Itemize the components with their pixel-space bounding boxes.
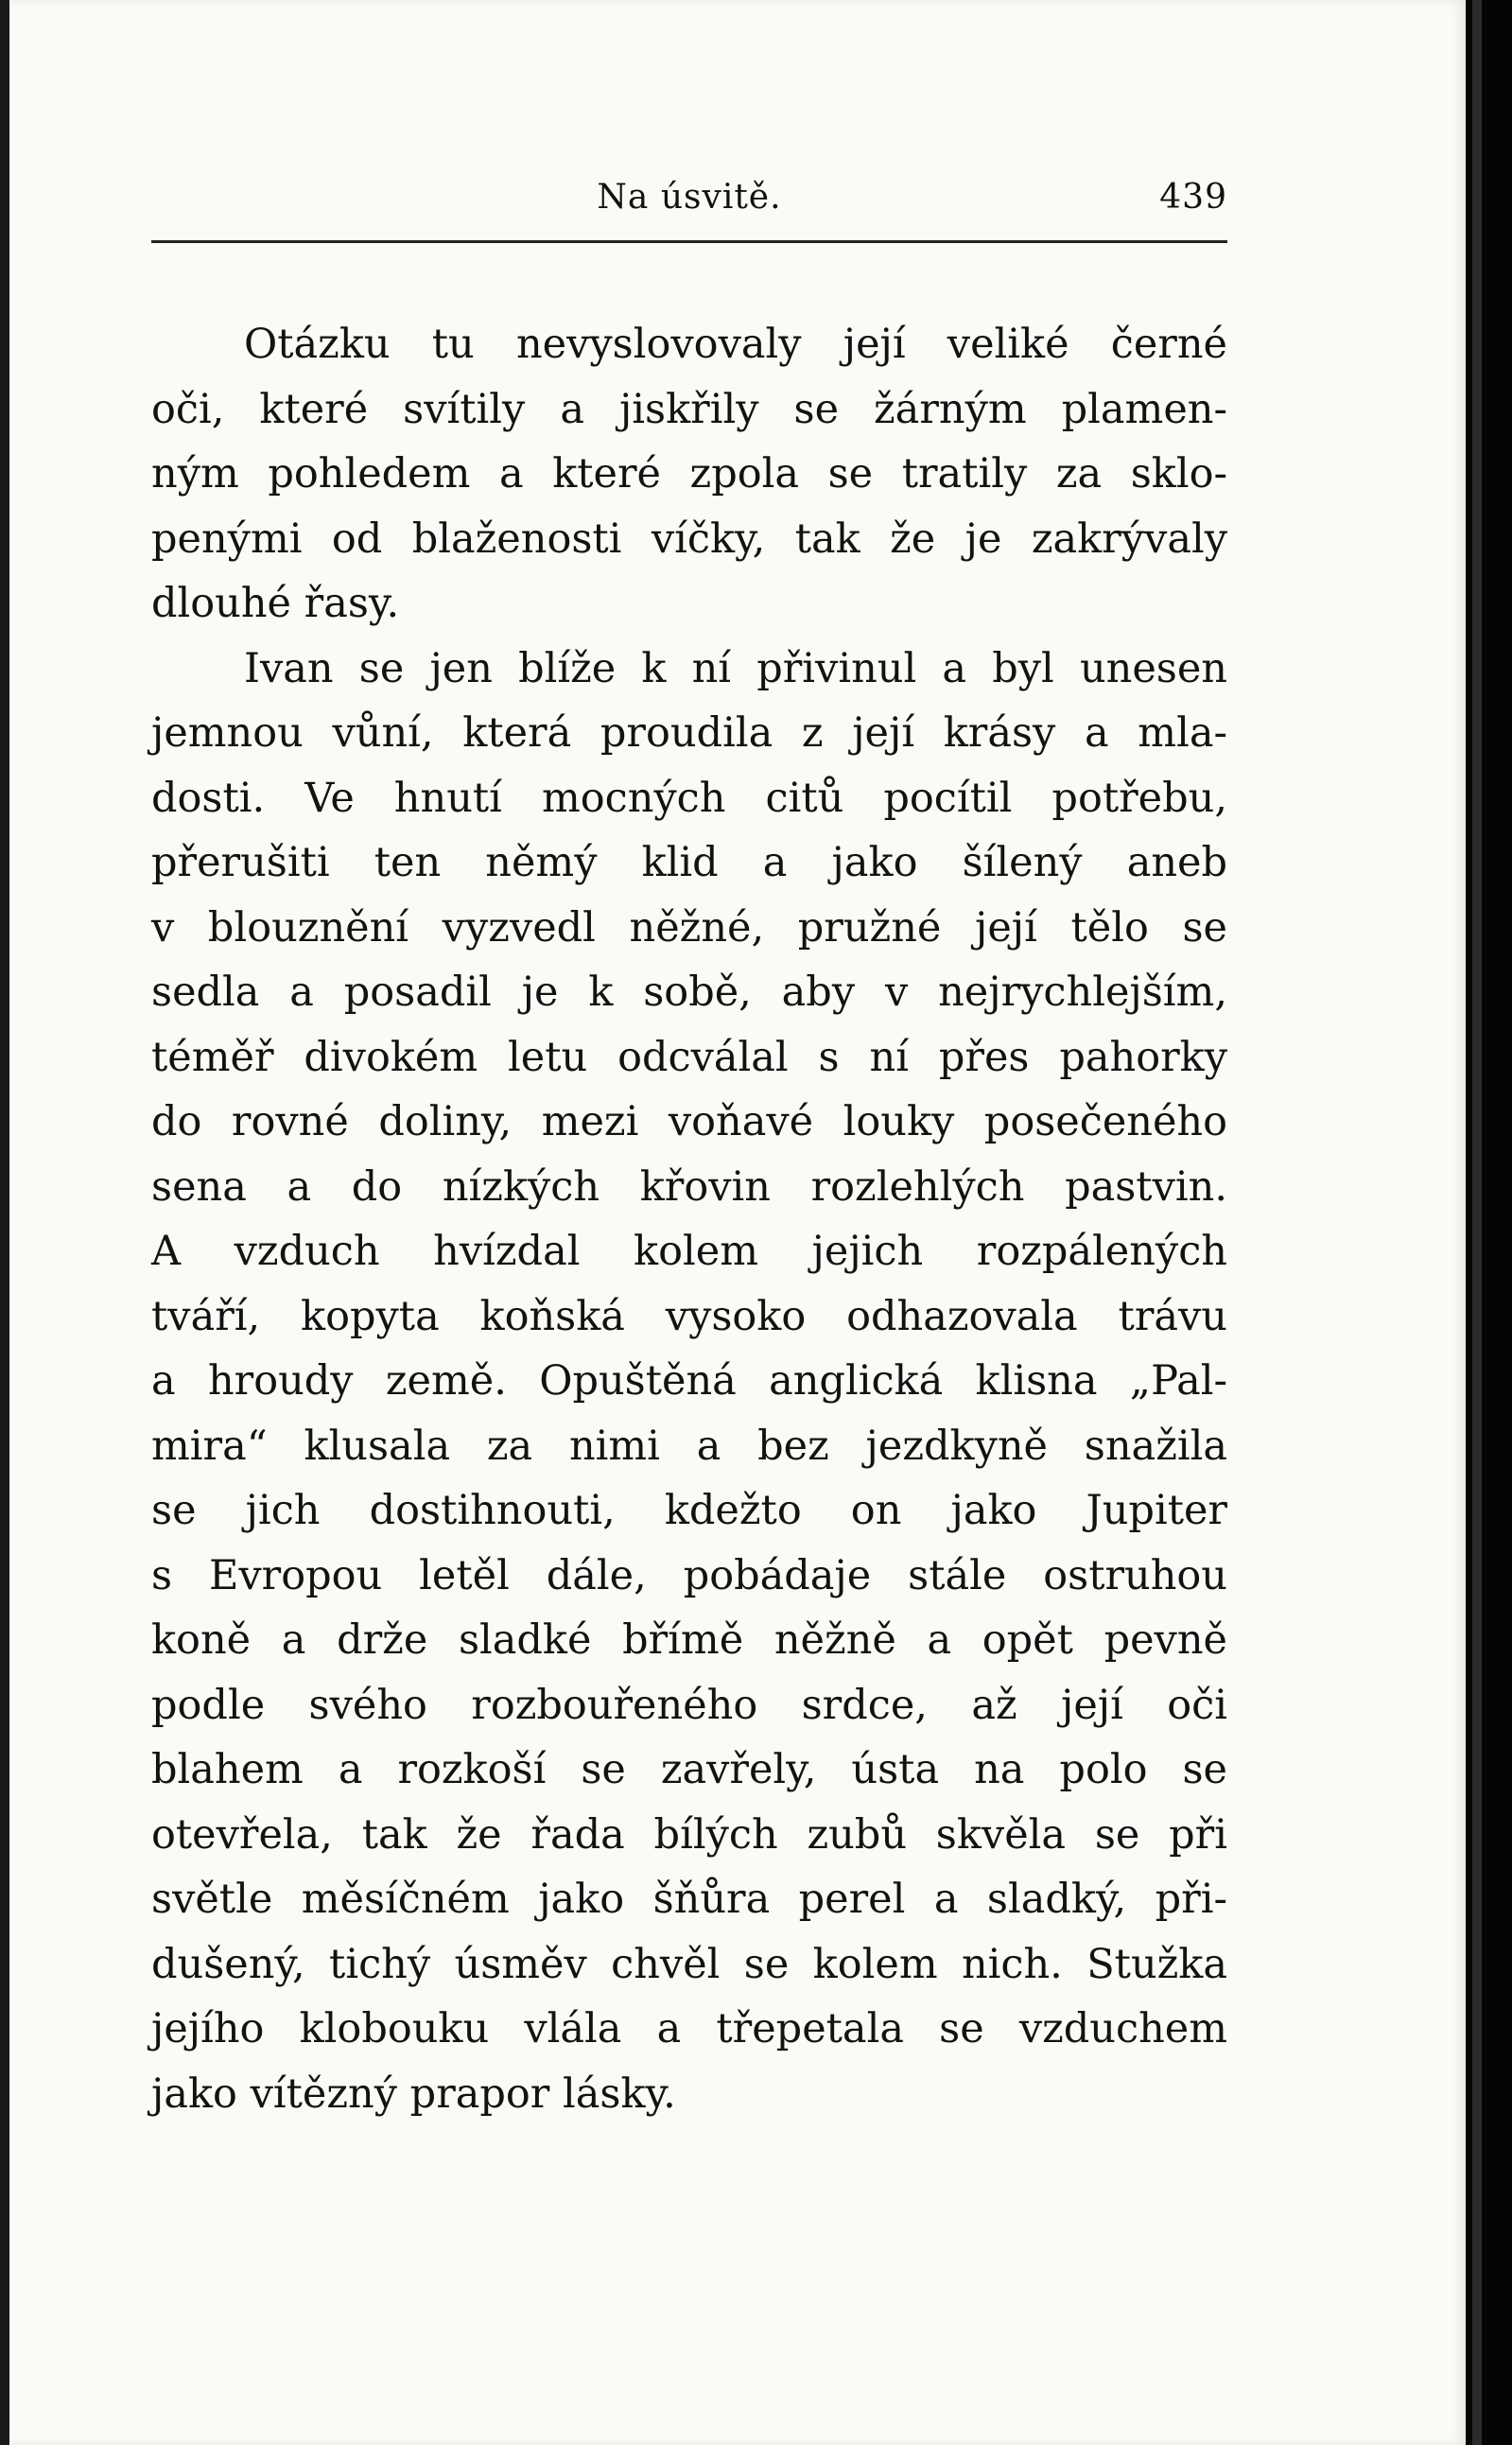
text-line: otevřela, tak že řada bílých zubů skvěla se při bbox=[151, 1810, 1227, 1859]
text-line: do rovné doliny, mezi voňavé louky posečeného bbox=[151, 1098, 1227, 1145]
text-line: blahem a rozkoší se zavřely, ústa na polo se bbox=[151, 1746, 1227, 1793]
text-line: téměř divokém letu odcválal s ní přes pahorky bbox=[151, 1033, 1227, 1081]
text-line: světle měsíčném jako šňůra perel a sladký, při- bbox=[151, 1876, 1227, 1923]
text-line: penými od blaženosti víčky, tak že je zakrývaly bbox=[151, 515, 1227, 563]
page-left-edge bbox=[0, 0, 9, 2445]
header-rule bbox=[151, 240, 1227, 243]
text-line: s Evropou letěl dále, pobádaje stále ostruhou bbox=[151, 1551, 1227, 1599]
text-line: sena a do nízkých křovin rozlehlých pastvin. bbox=[151, 1162, 1227, 1211]
text-line: sedla a posadil je k sobě, aby v nejrychlejším, bbox=[151, 969, 1227, 1016]
text-line: dušený, tichý úsměv chvěl se kolem nich. Stužka bbox=[151, 1940, 1227, 1988]
body-text bbox=[151, 312, 1227, 2126]
paragraph-1 bbox=[151, 312, 1227, 637]
page-header bbox=[151, 178, 1227, 235]
text-line: Otázku tu nevyslovovaly její veliké černé bbox=[244, 321, 1227, 368]
text-line: koně a drže sladké břímě něžně a opět pevně bbox=[151, 1616, 1227, 1664]
text-line: tváří, kopyta koňská vysoko odhazovala trávu bbox=[151, 1292, 1227, 1340]
text-line: ným pohledem a které zpola se tratily za sklo- bbox=[151, 450, 1227, 498]
text-line: jemnou vůní, která proudila z její krásy a mla- bbox=[151, 709, 1227, 757]
page-number: 439 bbox=[1159, 178, 1227, 217]
text-line: se jich dostihnouti, kdežto on jako Jupiter bbox=[151, 1487, 1227, 1534]
text-line: dosti. Ve hnutí mocných citů pocítil potřebu, bbox=[151, 774, 1227, 822]
text-line: A vzduch hvízdal kolem jejich rozpálených bbox=[151, 1228, 1227, 1275]
text-line: dlouhé řasy. bbox=[151, 580, 400, 627]
text-line: v blouznění vyzvedl něžné, pružné její tělo se bbox=[151, 903, 1227, 952]
text-line: a hroudy země. Opuštěná anglická klisna „Pal- bbox=[151, 1357, 1227, 1405]
text-line: jejího klobouku vlála a třepetala se vzduchem bbox=[151, 2005, 1227, 2052]
text-line: podle svého rozbouřeného srdce, až její oči bbox=[151, 1681, 1227, 1729]
text-line: oči, které svítily a jiskřily se žárným plamen- bbox=[151, 385, 1227, 433]
text-line: mira“ klusala za nimi a bez jezdkyně snažila bbox=[151, 1422, 1227, 1470]
binding-strip bbox=[1472, 0, 1482, 2445]
paragraph-2 bbox=[151, 637, 1227, 2127]
text-line: přerušiti ten němý klid a jako šílený aneb bbox=[151, 839, 1227, 886]
text-line: Ivan se jen blíže k ní přivinul a byl unesen bbox=[244, 644, 1227, 692]
text-line: jako vítězný prapor lásky. bbox=[151, 2070, 676, 2118]
running-title: Na úsvitě. bbox=[597, 178, 782, 217]
